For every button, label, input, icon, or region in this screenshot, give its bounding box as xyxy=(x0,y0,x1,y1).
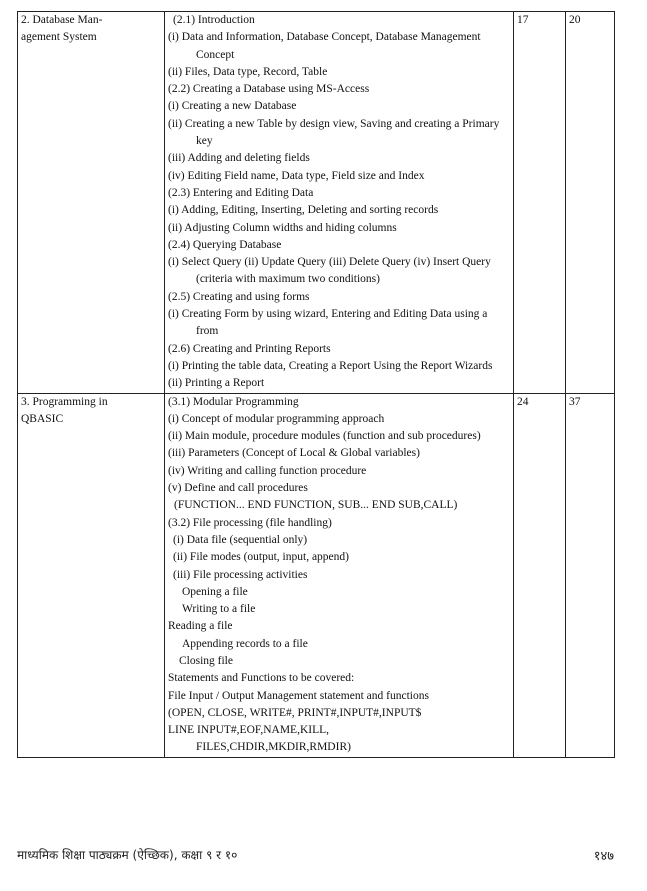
unit-name-line: 2. Database Man- xyxy=(21,14,103,26)
topic-item: (ii) Main module, procedure modules (function and sub procedures) xyxy=(168,430,481,443)
topic-item: Opening a file xyxy=(182,585,248,598)
unit-cell xyxy=(18,12,165,394)
topics-cell xyxy=(165,393,514,757)
syllabus-table xyxy=(17,11,615,758)
topic-heading: (2.1) Introduction xyxy=(173,14,255,26)
table-row xyxy=(18,12,615,394)
topic-item: Appending records to a file xyxy=(182,637,308,650)
topic-item: (ii) File modes (output, input, append) xyxy=(173,551,349,564)
topics-cell xyxy=(165,12,514,394)
topic-item: File Input / Output Management statement and functions xyxy=(168,689,429,702)
topic-item: (OPEN, CLOSE, WRITE#, PRINT#,INPUT#,INPUT$ xyxy=(168,706,422,719)
topic-item: (i) Adding, Editing, Inserting, Deleting and sorting records xyxy=(168,204,439,217)
topic-heading: (2.2) Creating a Database using MS-Access xyxy=(168,83,370,96)
topic-item: (ii) Adjusting Column widths and hiding columns xyxy=(168,221,397,234)
topic-item: (ii) Files, Data type, Record, Table xyxy=(168,65,328,78)
topic-heading: (2.5) Creating and using forms xyxy=(168,290,310,303)
topic-heading: (2.4) Querying Database xyxy=(168,238,282,251)
topic-item: (i) Printing the table data, Creating a Report Using the Report Wizards xyxy=(168,359,493,372)
topic-item: Statements and Functions to be covered: xyxy=(168,672,355,685)
topic-item: (i) Creating Form by using wizard, Entering and Editing Data using a from xyxy=(168,308,488,338)
topic-item: (i) Concept of modular programming approach xyxy=(168,412,385,425)
unit-cell xyxy=(18,393,165,757)
topic-item: (i) Data and Information, Database Concept, Database Management Concept xyxy=(168,31,481,61)
topic-item: (FUNCTION... END FUNCTION, SUB... END SUB,CALL) xyxy=(174,499,458,512)
topic-item: LINE INPUT#,EOF,NAME,KILL, xyxy=(168,724,330,737)
hours-cell: 17 xyxy=(514,12,566,394)
topic-item: (ii) Printing a Report xyxy=(168,377,265,390)
unit-name-line: QBASIC xyxy=(21,412,64,425)
topic-item: (i) Data file (sequential only) xyxy=(173,533,308,546)
topic-item: (ii) Creating a new Table by design view, Saving and creating a Primary key xyxy=(168,117,500,148)
topic-item: Reading a file xyxy=(168,620,233,633)
topic-item: (iii) Parameters (Concept of Local & Global variables) xyxy=(168,447,420,460)
topic-heading: (3.2) File processing (file handling) xyxy=(168,516,332,529)
topic-item: (iii) Adding and deleting fields xyxy=(168,152,310,165)
marks-cell: 37 xyxy=(566,393,615,757)
topic-item: (i) Creating a new Database xyxy=(168,100,297,113)
unit-name-line: 3. Programming in xyxy=(21,395,108,408)
topic-heading: (3.1) Modular Programming xyxy=(168,395,299,408)
hours-cell: 24 xyxy=(514,393,566,757)
course-title: माध्यमिक शिक्षा पाठ्यक्रम (ऐच्छिक), कक्षा ९ र १० xyxy=(17,848,238,862)
topic-item: (iv) Editing Field name, Data type, Field size and Index xyxy=(168,169,425,182)
topic-heading: (2.6) Creating and Printing Reports xyxy=(168,342,331,355)
topic-heading: (2.3) Entering and Editing Data xyxy=(168,186,314,199)
topic-item: (iii) File processing activities xyxy=(173,568,308,581)
topic-item: (i) Select Query (ii) Update Query (iii) Delete Query (iv) Insert Query (criteria with maximum two conditions) xyxy=(168,256,491,286)
topic-item: Closing file xyxy=(179,654,233,667)
table-row xyxy=(18,393,615,757)
unit-name-line: agement System xyxy=(21,31,97,44)
page-number: १४७ xyxy=(593,849,614,864)
topic-item: Writing to a file xyxy=(182,603,256,616)
marks-cell: 20 xyxy=(566,12,615,394)
topic-item: (v) Define and call procedures xyxy=(168,482,308,495)
topic-item: FILES,CHDIR,MKDIR,RMDIR) xyxy=(196,741,351,754)
topic-item: (iv) Writing and calling function procedure xyxy=(168,464,367,477)
